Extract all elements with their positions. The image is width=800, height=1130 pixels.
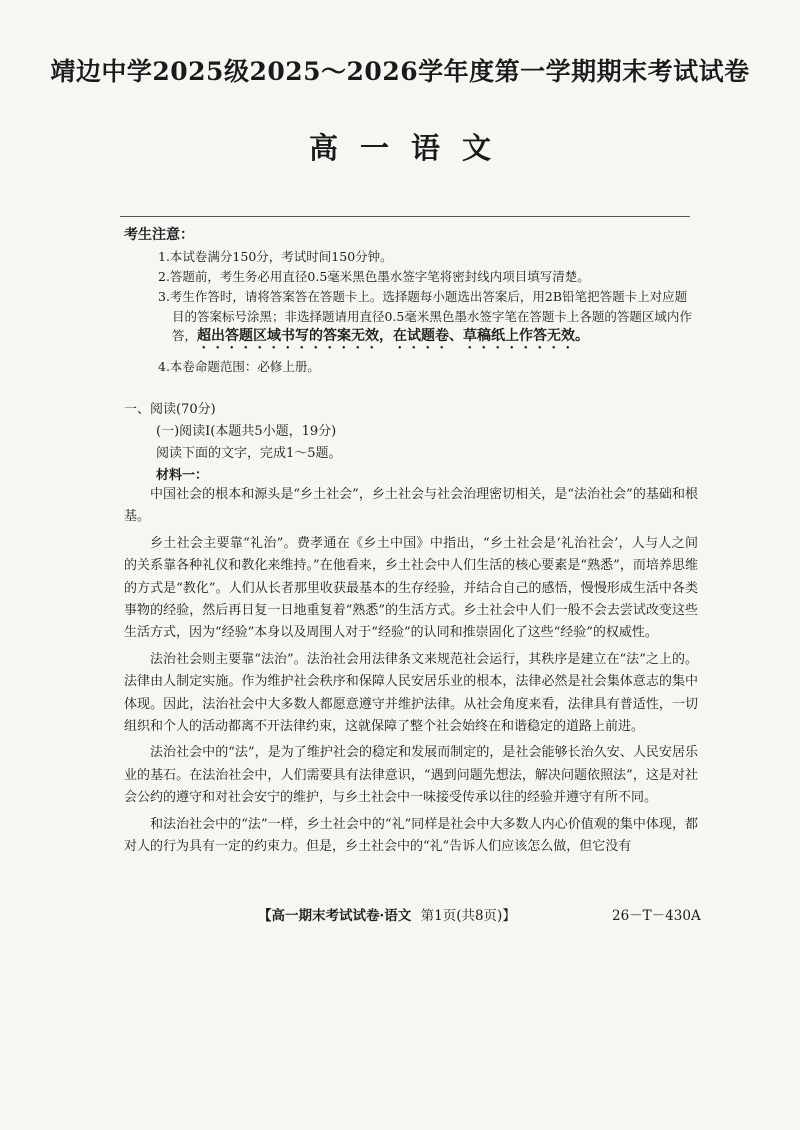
passage-paragraph: 法治社会则主要靠“法治”。法治社会用法律条文来规范社会运行，其秩序是建立在“法”之上的。法律由人制定实施。作为维护社会秩序和保障人民安居乐业的根本，法律必然是社会集体意志的集中体现。因此，法治社会中大多数人都愿意遵守并维护法律。从社会角度来看，法律具有普适性，一切组织和个人的活动都离不开法律约束，这就保障了整个社会始终在和谐稳定的道路上前进。 [124, 651, 698, 735]
notice-item-3 [158, 287, 698, 352]
passage-paragraph: 中国社会的根本和源头是“乡土社会”，乡土社会与社会治理密切相关，是“法治社会”的基础和根基。 [124, 487, 698, 525]
footer-code: 26－T－430A [612, 908, 701, 924]
reading-passage [124, 484, 698, 863]
footer-page-number: 第1页(共8页)】 [420, 908, 516, 924]
passage-paragraph: 乡土社会主要靠“礼治”。费孝通在《乡土中国》中指出，“乡土社会是‘礼治社会’，人与人之间的关系靠各种礼仪和教化来维持。”在他看来，乡土社会中人们生活的核心要素是“熟悉”，而培养思维的方式是“教化”。人们从长者那里收获最基本的生存经验，并结合自己的感悟，慢慢形成生活中各类事物的经验，然后再日复一日地重复着“熟悉”的生活方式。乡土社会中人们一般不会去尝试改变这些生活方式，因为“经验”本身以及周围人对于“经验”的认同和推崇固化了这些“经验”的权威性。 [124, 535, 698, 641]
header-divider [120, 216, 690, 217]
notice-heading: 考生注意： [124, 227, 194, 243]
reading-instruction: 阅读下面的文字，完成1～5题。 [156, 446, 342, 461]
notice-item-3-text: 3.考生作答时，请将答案答在答题卡上。选择题每小题选出答案后，用2B铅笔把答题卡上对应题目的答案标号涂黑；非选择题请用直径0.5毫米黑色墨水签字笔在答题卡上各题的答题区域内作答， [158, 289, 692, 343]
subject-title: 高一语文 [308, 131, 513, 165]
notice-item-1: 1.本试卷满分150分，考试时间150分钟。 [158, 249, 393, 264]
notice-item-2: 2.答题前，考生务必用直径0.5毫米黑色墨水签字笔将密封线内项目填写清楚。 [158, 269, 590, 284]
section-subheading: (一)阅读Ⅰ(本题共5小题，19分) [156, 424, 337, 439]
exam-title: 靖边中学2025级2025～2026学年度第一学期期末考试试卷 [50, 57, 750, 86]
footer-title: 【高一期末考试试卷·语文 [258, 908, 412, 924]
notice-list [158, 247, 698, 377]
notice-item-4: 4.本卷命题范围：必修上册。 [158, 359, 320, 374]
passage-paragraph: 和法治社会中的“法”一样，乡土社会中的“礼”同样是社会中大多数人内心价值观的集中体现，都对人的行为具有一定的约束力。但是，乡土社会中的“礼”告诉人们应该怎么做，但它没有 [124, 816, 698, 855]
footer-label [258, 904, 516, 924]
section-heading: 一、阅读(70分) [124, 402, 216, 417]
passage-paragraph: 法治社会中的“法”，是为了维护社会的稳定和发展而制定的，是社会能够长治久安、人民安居乐业的基石。在法治社会中，人们需要具有法律意识，“遇到问题先想法，解决问题依照法”，这是对社会公约的遵守和对社会安宁的维护，与乡土社会中一味接受传承以往的经验并遵守有所不同。 [124, 745, 698, 806]
notice-item-3-emphasis: 超出答题区域书写的答案无效，在试题卷、草稿纸上作答无效。 [197, 328, 590, 344]
material-label: 材料一： [156, 468, 209, 483]
